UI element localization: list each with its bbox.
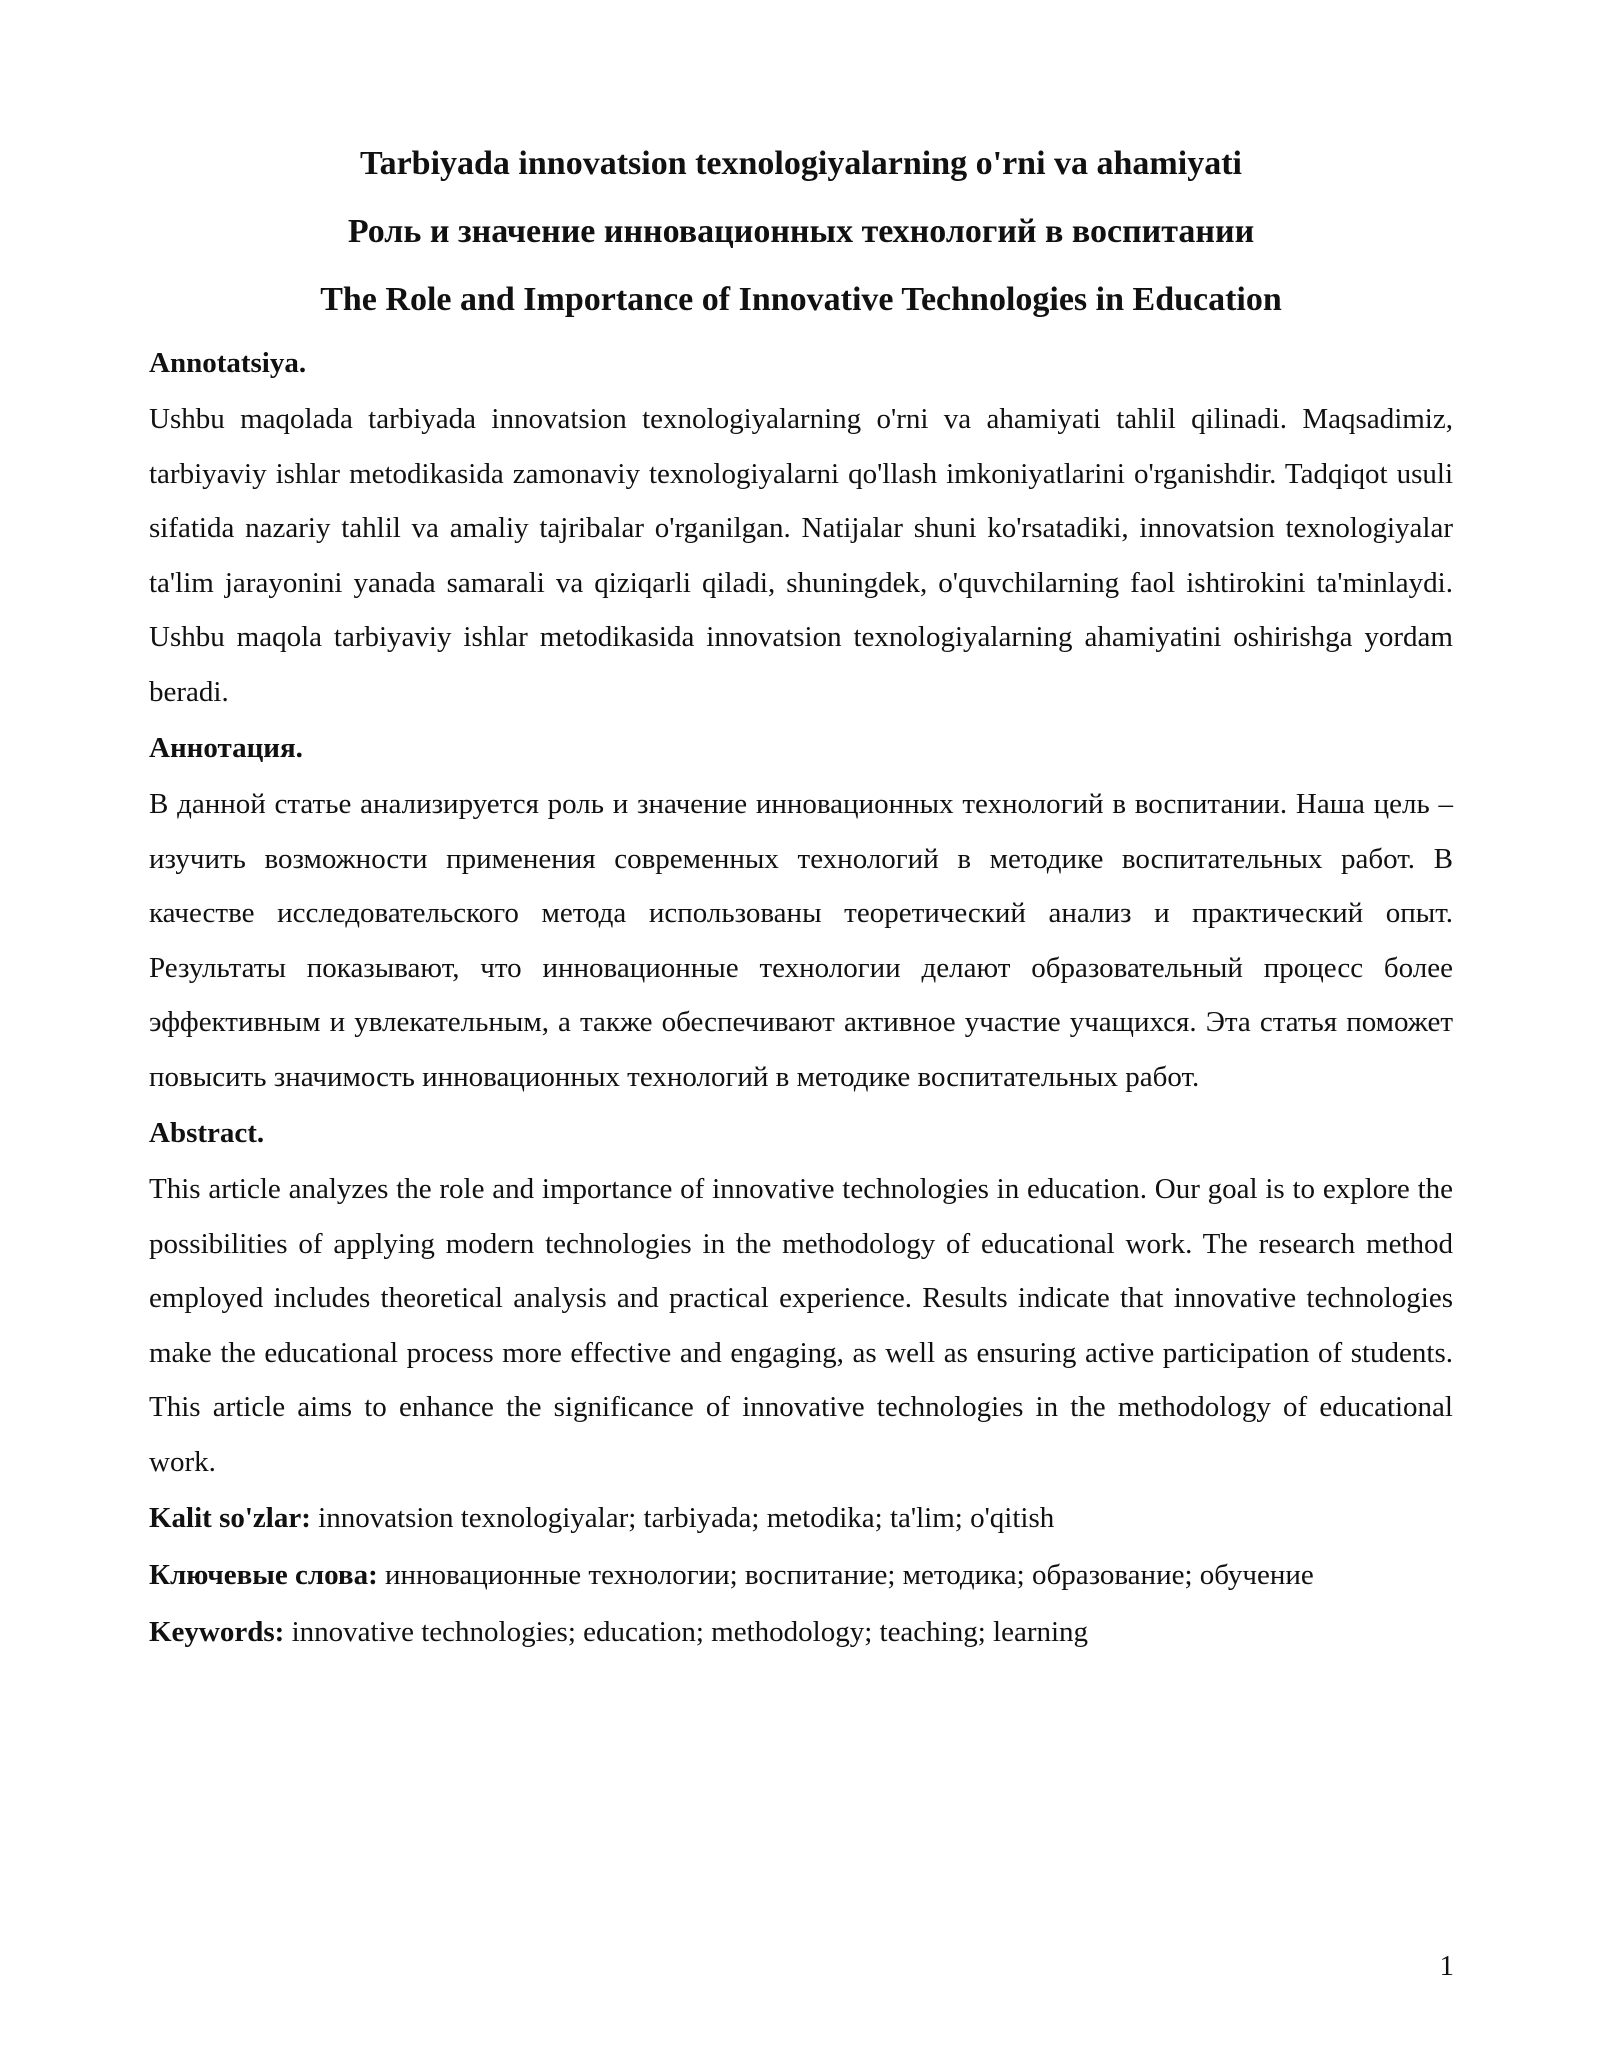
annotation-ru-text: В данной статье анализируется роль и значение инновационных технологий в воспитании. Наша цель – изучить возможности применения современных технологий в методике воспитательных работ. В качестве исследовательского метода использованы теоретический анализ и практический опыт. Результаты показывают, что инновационные технологии делают образовательный процесс более эффективным и увлекательным, а также обеспечивают активное участие учащихся. Эта статья поможет повысить значимость инновационных технологий в методике воспитательных работ.: [149, 788, 1453, 1093]
keywords-en-text: innovative technologies; education; methodology; teaching; learning: [291, 1616, 1089, 1648]
annotation-ru-heading: Аннотация.: [149, 732, 303, 764]
keywords-en: [149, 1613, 1453, 1651]
paper-page: [149, 142, 1453, 1670]
title-uzbek: Tarbiyada innovatsion texnologiyalarning o'rni va ahamiyati: [360, 145, 1242, 182]
annotation-uz-text: Ushbu maqolada tarbiyada innovatsion texnologiyalarning o'rni va ahamiyati tahlil qilinadi. Maqsadimiz, tarbiyaviy ishlar metodikasida zamonaviy texnologiyalarni qo'llash imkoniyatlarini o'rganishdir. Tadqiqot usuli sifatida nazariy tahlil va amaliy tajribalar o'rganilgan. Natijalar shuni ko'rsatadiki, innovatsion texnologiyalar ta'lim jarayonini yanada samarali va qiziqarli qiladi, shuningdek, o'quvchilarning faol ishtirokini ta'minlaydi. Ushbu maqola tarbiyaviy ishlar metodikasida innovatsion texnologiyalarning ahamiyatini oshirishga yordam beradi.: [149, 403, 1453, 708]
keywords-uz-label: Kalit so'zlar:: [149, 1502, 311, 1534]
abstract-en-text: This article analyzes the role and importance of innovative technologies in education. Our goal is to explore the possibilities of applying modern technologies in the methodology of educational work. The research method employed includes theoretical analysis and practical experience. Results indicate that innovative technologies make the educational process more effective and engaging, as well as ensuring active participation of students. This article aims to enhance the significance of innovative technologies in the methodology of educational work.: [149, 1173, 1453, 1478]
keywords-ru-text: инновационные технологии; воспитание; методика; образование; обучение: [385, 1559, 1314, 1591]
keywords-ru-label: Ключевые слова:: [149, 1559, 378, 1591]
annotation-uz-heading: Annotatsiya.: [149, 347, 307, 379]
title-english: The Role and Importance of Innovative Technologies in Education: [320, 281, 1282, 318]
keywords-uz-text: innovatsion texnologiyalar; tarbiyada; metodika; ta'lim; o'qitish: [318, 1502, 1055, 1534]
keywords-ru: [149, 1556, 1453, 1594]
keywords-uz: [149, 1499, 1453, 1537]
keywords-en-label: Keywords:: [149, 1616, 285, 1648]
title-russian: Роль и значение инновационных технологий в воспитании: [347, 213, 1255, 250]
page-number: 1: [1439, 1950, 1454, 1982]
abstract-en-heading: Abstract.: [149, 1117, 265, 1149]
